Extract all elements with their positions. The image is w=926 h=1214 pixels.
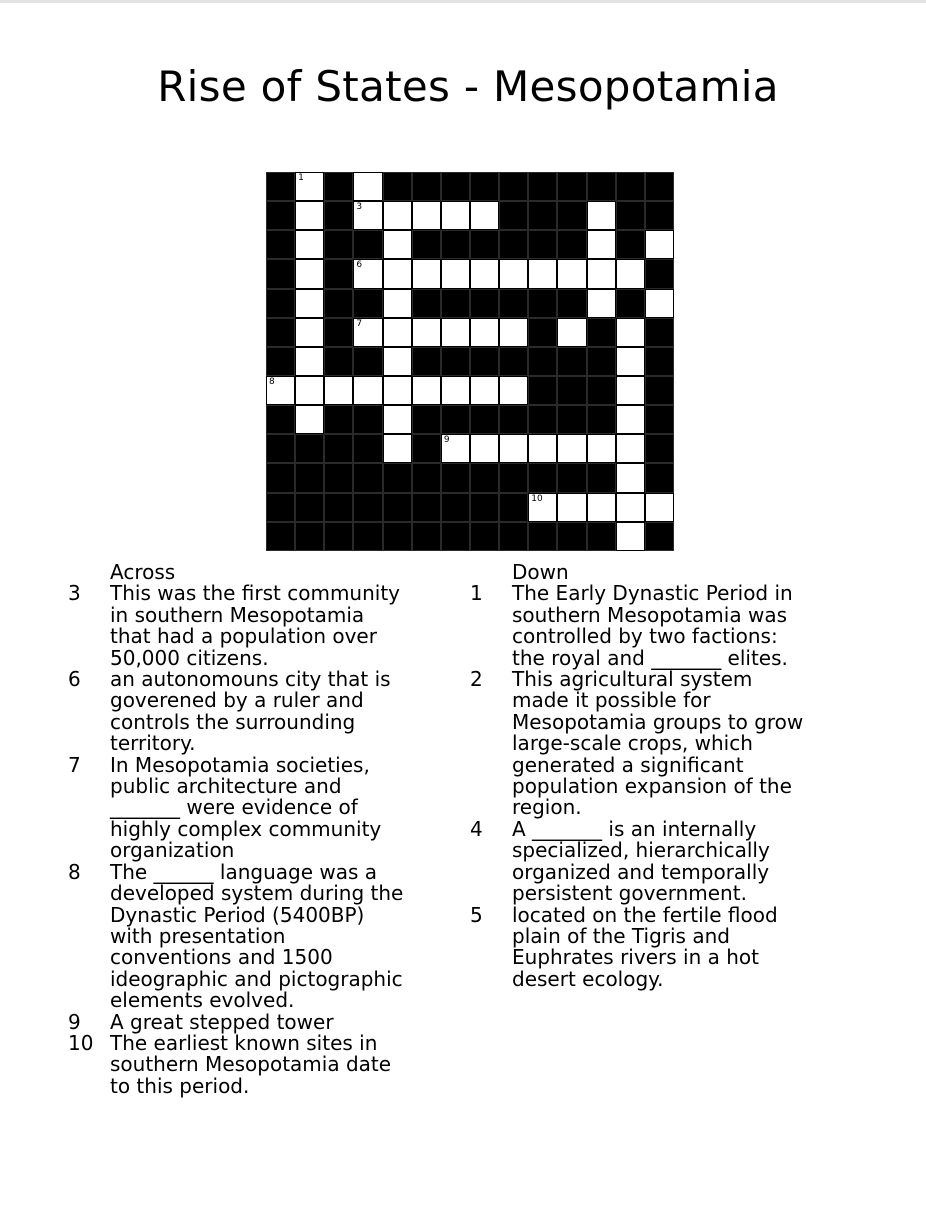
grid-cell[interactable] bbox=[528, 434, 557, 463]
grid-block bbox=[353, 434, 382, 463]
grid-block bbox=[412, 493, 441, 522]
grid-block bbox=[295, 493, 324, 522]
grid-block bbox=[295, 522, 324, 551]
cell-number: 10 bbox=[531, 493, 543, 504]
grid-block bbox=[499, 201, 528, 230]
grid-cell[interactable] bbox=[383, 289, 412, 318]
grid-block bbox=[412, 463, 441, 492]
grid-cell[interactable] bbox=[616, 347, 645, 376]
grid-block bbox=[324, 318, 353, 347]
grid-cell[interactable] bbox=[616, 522, 645, 551]
grid-cell[interactable] bbox=[587, 230, 616, 259]
grid-block bbox=[295, 434, 324, 463]
grid-cell[interactable] bbox=[645, 230, 674, 259]
grid-block bbox=[528, 522, 557, 551]
grid-block bbox=[412, 347, 441, 376]
clue-across-3 bbox=[68, 583, 408, 669]
grid-block bbox=[266, 289, 295, 318]
grid-block bbox=[353, 405, 382, 434]
grid-block bbox=[470, 172, 499, 201]
grid-block bbox=[645, 463, 674, 492]
grid-block bbox=[266, 434, 295, 463]
grid-block bbox=[324, 434, 353, 463]
grid-cell[interactable] bbox=[383, 405, 412, 434]
grid-cell[interactable] bbox=[470, 201, 499, 230]
across-clues bbox=[68, 562, 408, 1097]
grid-block bbox=[645, 434, 674, 463]
grid-cell[interactable] bbox=[616, 434, 645, 463]
grid-cell[interactable] bbox=[412, 259, 441, 288]
grid-block bbox=[528, 376, 557, 405]
grid-cell[interactable] bbox=[587, 434, 616, 463]
clue-number: 1 bbox=[470, 581, 483, 606]
grid-block bbox=[383, 172, 412, 201]
grid-block bbox=[528, 201, 557, 230]
cell-number: 7 bbox=[356, 318, 363, 329]
grid-cell[interactable] bbox=[353, 376, 382, 405]
grid-cell[interactable] bbox=[353, 318, 382, 347]
cell-number: 3 bbox=[356, 202, 363, 213]
grid-block bbox=[587, 522, 616, 551]
grid-cell[interactable] bbox=[557, 318, 586, 347]
grid-cell[interactable] bbox=[587, 259, 616, 288]
grid-block bbox=[557, 289, 586, 318]
grid-cell[interactable] bbox=[557, 493, 586, 522]
grid-block bbox=[499, 463, 528, 492]
down-heading: Down bbox=[512, 560, 569, 584]
grid-cell[interactable] bbox=[295, 201, 324, 230]
grid-block bbox=[412, 172, 441, 201]
grid-block bbox=[470, 405, 499, 434]
clue-across-7 bbox=[68, 752, 408, 863]
grid-cell[interactable] bbox=[587, 493, 616, 522]
grid-block bbox=[499, 230, 528, 259]
grid-cell[interactable] bbox=[295, 347, 324, 376]
grid-block bbox=[587, 405, 616, 434]
grid-cell[interactable] bbox=[295, 376, 324, 405]
clue-across-9 bbox=[68, 1009, 408, 1034]
cell-number: 4 bbox=[560, 202, 567, 213]
grid-block bbox=[353, 230, 382, 259]
grid-block bbox=[616, 201, 645, 230]
clue-down-5 bbox=[470, 902, 810, 991]
grid-cell[interactable] bbox=[499, 318, 528, 347]
clue-across-10 bbox=[68, 1030, 408, 1098]
grid-block bbox=[499, 522, 528, 551]
grid-cell[interactable] bbox=[383, 318, 412, 347]
grid-block bbox=[324, 347, 353, 376]
grid-cell[interactable] bbox=[383, 201, 412, 230]
grid-cell[interactable] bbox=[587, 289, 616, 318]
clue-number: 6 bbox=[68, 667, 81, 692]
grid-block bbox=[470, 463, 499, 492]
grid-block bbox=[528, 289, 557, 318]
clue-text: The ______ language was a developed system during the Dynastic Period (5400BP) with presentation conventions and 1500 ideographic and pictographic elements evolved. bbox=[110, 859, 404, 1013]
grid-block bbox=[412, 289, 441, 318]
grid-block bbox=[353, 347, 382, 376]
grid-cell[interactable] bbox=[383, 347, 412, 376]
across-heading: Across bbox=[110, 560, 176, 584]
grid-block bbox=[324, 463, 353, 492]
grid-block bbox=[645, 405, 674, 434]
grid-cell[interactable] bbox=[295, 172, 324, 201]
clue-down-1 bbox=[470, 583, 810, 669]
grid-cell[interactable] bbox=[499, 376, 528, 405]
grid-cell[interactable] bbox=[441, 318, 470, 347]
grid-block bbox=[441, 405, 470, 434]
grid-block bbox=[587, 318, 616, 347]
grid-block bbox=[441, 463, 470, 492]
top-border bbox=[0, 0, 926, 3]
grid-cell[interactable] bbox=[295, 230, 324, 259]
grid-cell[interactable] bbox=[557, 259, 586, 288]
grid-block bbox=[441, 522, 470, 551]
clue-across-6 bbox=[68, 669, 408, 755]
grid-block bbox=[470, 289, 499, 318]
grid-block bbox=[324, 405, 353, 434]
clue-down-2 bbox=[470, 669, 810, 819]
cell-number: 1 bbox=[298, 173, 304, 183]
grid-block bbox=[557, 522, 586, 551]
grid-cell[interactable] bbox=[557, 434, 586, 463]
grid-block bbox=[441, 289, 470, 318]
grid-block bbox=[645, 172, 674, 201]
grid-block bbox=[266, 230, 295, 259]
grid-block bbox=[324, 259, 353, 288]
grid-block bbox=[557, 405, 586, 434]
clue-number: 2 bbox=[470, 667, 483, 692]
grid-block bbox=[616, 172, 645, 201]
grid-block bbox=[557, 172, 586, 201]
grid-block bbox=[266, 463, 295, 492]
grid-block bbox=[528, 347, 557, 376]
grid-block bbox=[557, 376, 586, 405]
clue-number: 3 bbox=[68, 581, 81, 606]
grid-block bbox=[645, 522, 674, 551]
grid-cell[interactable] bbox=[353, 172, 382, 201]
grid-cell[interactable] bbox=[616, 405, 645, 434]
grid-block bbox=[266, 522, 295, 551]
grid-cell[interactable] bbox=[441, 259, 470, 288]
grid-block bbox=[470, 493, 499, 522]
grid-cell[interactable] bbox=[616, 493, 645, 522]
grid-cell[interactable] bbox=[528, 259, 557, 288]
grid-block bbox=[353, 522, 382, 551]
grid-block bbox=[266, 259, 295, 288]
grid-cell[interactable] bbox=[295, 405, 324, 434]
grid-block bbox=[441, 347, 470, 376]
grid-cell[interactable] bbox=[383, 376, 412, 405]
grid-block bbox=[295, 463, 324, 492]
grid-cell[interactable] bbox=[383, 259, 412, 288]
grid-block bbox=[528, 172, 557, 201]
clue-text: The earliest known sites in southern Mesopotamia date to this period. bbox=[110, 1030, 392, 1098]
grid-block bbox=[645, 376, 674, 405]
clue-text: an autonomouns city that is goverened by a ruler and controls the surrounding territory. bbox=[110, 667, 391, 756]
grid-cell[interactable] bbox=[412, 201, 441, 230]
cell-number: 6 bbox=[356, 260, 363, 271]
grid-block bbox=[645, 347, 674, 376]
grid-block bbox=[557, 230, 586, 259]
grid-block bbox=[441, 230, 470, 259]
cell-number: 8 bbox=[269, 376, 275, 387]
grid-block bbox=[587, 376, 616, 405]
grid-block bbox=[412, 434, 441, 463]
grid-block bbox=[412, 405, 441, 434]
clue-text: A _______ is an internally specialized, hierarchically organized and temporally persistent government. bbox=[512, 816, 770, 906]
grid-cell[interactable] bbox=[295, 318, 324, 347]
clue-text: In Mesopotamia societies, public architecture and _______ were evidence of highly complex community organization bbox=[110, 752, 382, 863]
clue-number: 9 bbox=[68, 1009, 81, 1034]
clue-number: 10 bbox=[68, 1030, 94, 1055]
grid-block bbox=[412, 230, 441, 259]
grid-cell[interactable] bbox=[470, 318, 499, 347]
grid-block bbox=[587, 463, 616, 492]
cell-number: 2 bbox=[385, 173, 392, 183]
grid-cell[interactable] bbox=[645, 289, 674, 318]
grid-cell[interactable] bbox=[383, 230, 412, 259]
clue-text: This agricultural system made it possible for Mesopotamia groups to grow large-scale crops, which generated a significant population expansion of the region. bbox=[512, 667, 804, 820]
clue-down-4 bbox=[470, 816, 810, 906]
grid-block bbox=[470, 230, 499, 259]
grid-block bbox=[266, 318, 295, 347]
grid-cell[interactable] bbox=[266, 376, 295, 405]
clue-number: 8 bbox=[68, 859, 81, 884]
grid-cell[interactable] bbox=[528, 493, 557, 522]
grid-block bbox=[499, 289, 528, 318]
grid-block bbox=[499, 405, 528, 434]
grid-cell[interactable] bbox=[412, 318, 441, 347]
grid-block bbox=[616, 230, 645, 259]
grid-block bbox=[587, 172, 616, 201]
grid-cell[interactable] bbox=[324, 376, 353, 405]
grid-block bbox=[324, 493, 353, 522]
grid-block bbox=[324, 230, 353, 259]
grid-cell[interactable] bbox=[616, 376, 645, 405]
grid-block bbox=[266, 347, 295, 376]
clue-text: A great stepped tower bbox=[110, 1009, 334, 1034]
grid-cell[interactable] bbox=[470, 434, 499, 463]
grid-block bbox=[353, 289, 382, 318]
grid-block bbox=[470, 347, 499, 376]
grid-cell[interactable] bbox=[441, 201, 470, 230]
grid-block bbox=[645, 318, 674, 347]
grid-block bbox=[499, 493, 528, 522]
grid-block bbox=[499, 347, 528, 376]
grid-block bbox=[587, 347, 616, 376]
grid-cell[interactable] bbox=[441, 434, 470, 463]
grid-cell[interactable] bbox=[441, 376, 470, 405]
grid-block bbox=[353, 493, 382, 522]
page-title: Rise of States - Mesopotamia bbox=[157, 62, 779, 112]
grid-cell[interactable] bbox=[616, 463, 645, 492]
grid-cell[interactable] bbox=[295, 259, 324, 288]
grid-block bbox=[441, 493, 470, 522]
grid-block bbox=[557, 463, 586, 492]
grid-block bbox=[324, 522, 353, 551]
grid-block bbox=[441, 172, 470, 201]
grid-block bbox=[266, 172, 295, 201]
grid-block bbox=[324, 172, 353, 201]
grid-cell[interactable] bbox=[295, 289, 324, 318]
grid-cell[interactable] bbox=[499, 434, 528, 463]
grid-cell[interactable] bbox=[470, 376, 499, 405]
grid-block bbox=[324, 289, 353, 318]
cell-number: 9 bbox=[443, 435, 450, 446]
grid-block bbox=[557, 201, 586, 230]
grid-cell[interactable] bbox=[499, 259, 528, 288]
clue-text: This was the first community in southern Mesopotamia that had a population over 50,000 citizens. bbox=[110, 581, 401, 670]
grid-block bbox=[266, 405, 295, 434]
cell-number: 5 bbox=[618, 231, 625, 242]
clue-text: The Early Dynastic Period in southern Mesopotamia was controlled by two factions: the royal and _______ elites. bbox=[512, 581, 793, 670]
grid-block bbox=[383, 522, 412, 551]
clue-number: 5 bbox=[470, 902, 483, 927]
grid-cell[interactable] bbox=[383, 434, 412, 463]
grid-cell[interactable] bbox=[645, 493, 674, 522]
grid-block bbox=[499, 172, 528, 201]
grid-block bbox=[266, 201, 295, 230]
grid-block bbox=[528, 318, 557, 347]
grid-cell[interactable] bbox=[587, 201, 616, 230]
crossword-grid bbox=[266, 172, 674, 551]
clue-number: 7 bbox=[68, 752, 81, 777]
grid-cell[interactable] bbox=[616, 318, 645, 347]
grid-cell[interactable] bbox=[470, 259, 499, 288]
grid-block bbox=[528, 405, 557, 434]
grid-block bbox=[412, 522, 441, 551]
grid-block bbox=[645, 201, 674, 230]
grid-block bbox=[383, 463, 412, 492]
grid-block bbox=[645, 259, 674, 288]
clue-across-8 bbox=[68, 859, 408, 1013]
grid-block bbox=[383, 493, 412, 522]
grid-cell[interactable] bbox=[412, 376, 441, 405]
grid-block bbox=[266, 493, 295, 522]
grid-block bbox=[353, 463, 382, 492]
grid-block bbox=[557, 347, 586, 376]
grid-block bbox=[616, 289, 645, 318]
clue-number: 4 bbox=[470, 816, 483, 841]
clue-text: located on the fertile flood plain of the Tigris and Euphrates rivers in a hot desert ecology. bbox=[512, 902, 778, 991]
grid-block bbox=[324, 201, 353, 230]
down-clues bbox=[470, 562, 810, 990]
grid-cell[interactable] bbox=[616, 259, 645, 288]
grid-block bbox=[528, 230, 557, 259]
grid-cell[interactable] bbox=[353, 259, 382, 288]
grid-block bbox=[470, 522, 499, 551]
grid-block bbox=[528, 463, 557, 492]
grid-cell[interactable] bbox=[353, 201, 382, 230]
